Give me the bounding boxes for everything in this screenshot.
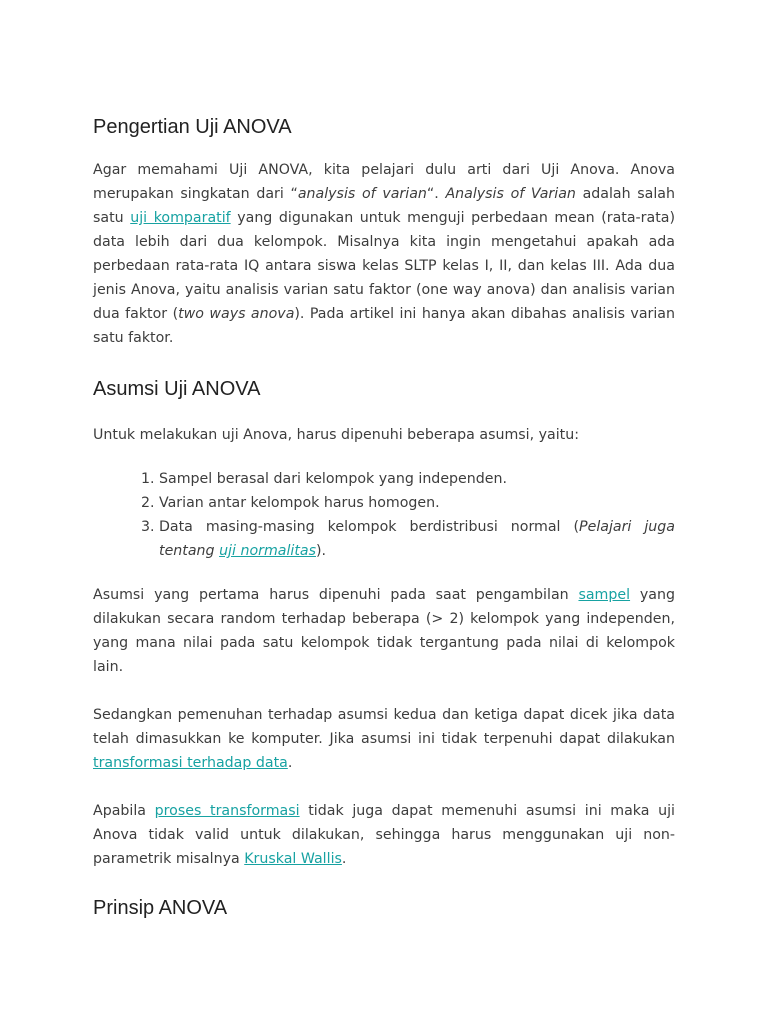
paragraph-asumsi-pertama — [93, 583, 675, 679]
text-span: . — [287, 755, 293, 771]
heading-pengertian: Pengertian Uji ANOVA — [93, 116, 292, 138]
text-span: . — [341, 851, 347, 867]
emphasis-text: two ways anova — [178, 306, 295, 322]
emphasis-text: analysis of varian — [297, 186, 427, 202]
text-span: Data masing-masing kelompok berdistribusi normal ( — [159, 519, 580, 535]
paragraph-asumsi-ketiga — [93, 799, 675, 871]
text-span: yang digunakan untuk menguji perbedaan mean (rata-rata) data lebih dari dua kelompok. Misalnya kita ingin mengetahui apakah ada perbedaan rata-rata IQ antara siswa kelas SLTP kelas I, II, dan kelas III. Ada dua jenis Anova, yaitu analisis varian satu faktor (one way anova) dan analisis varian dua faktor ( — [93, 210, 675, 322]
text-span: yang dilakukan secara random terhadap beberapa (> 2) kelompok yang independen, yang mana nilai pada satu kelompok tidak tergantung pada nilai di kelompok lain. — [93, 587, 675, 675]
link-transformasi-data[interactable]: transformasi terhadap data — [93, 755, 288, 771]
link-kruskal-wallis[interactable]: Kruskal Wallis — [244, 851, 342, 867]
heading-asumsi: Asumsi Uji ANOVA — [93, 378, 261, 400]
text-span: Agar memahami Uji ANOVA, kita pelajari dulu arti dari Uji Anova. Anova merupakan singkatan dari “ — [93, 162, 675, 202]
heading-prinsip: Prinsip ANOVA — [93, 897, 228, 919]
text-span: Sedangkan pemenuhan terhadap asumsi kedua dan ketiga dapat dicek jika data telah dimasukkan ke komputer. Jika asumsi ini tidak terpenuhi dapat dilakukan — [93, 707, 675, 747]
emphasis-text: Analysis of Varian — [445, 186, 576, 202]
text-span: tidak juga dapat memenuhi asumsi ini maka uji Anova tidak valid untuk dilakukan, sehingga harus menggunakan uji non-parametrik misalnya — [93, 803, 675, 867]
paragraph-asumsi-intro: Untuk melakukan uji Anova, harus dipenuhi beberapa asumsi, yaitu: — [93, 427, 579, 443]
text-span: “. — [426, 186, 446, 202]
asumsi-list — [93, 467, 675, 563]
text-span: ). Pada artikel ini hanya akan dibahas analisis varian satu faktor. — [93, 306, 675, 346]
paragraph-asumsi-kedua — [93, 703, 675, 775]
text-span: ). — [316, 543, 327, 559]
link-sampel[interactable]: sampel — [578, 587, 631, 603]
text-span: adalah salah satu — [93, 186, 675, 226]
list-item: 2. Varian antar kelompok harus homogen. — [159, 491, 675, 515]
text-span: Pelajari juga tentang — [159, 519, 675, 559]
paragraph-pengertian — [93, 158, 675, 350]
text-span: Asumsi yang pertama harus dipenuhi pada saat pengambilan — [93, 587, 579, 603]
text-span: Apabila — [93, 803, 155, 819]
list-item — [159, 515, 675, 563]
link-proses-transformasi[interactable]: proses transformasi — [154, 803, 300, 819]
list-item: 1. Sampel berasal dari kelompok yang independen. — [159, 467, 675, 491]
link-uji-normalitas[interactable]: uji normalitas — [219, 543, 316, 559]
article-content — [93, 110, 675, 925]
link-uji-komparatif[interactable]: uji komparatif — [130, 210, 231, 226]
